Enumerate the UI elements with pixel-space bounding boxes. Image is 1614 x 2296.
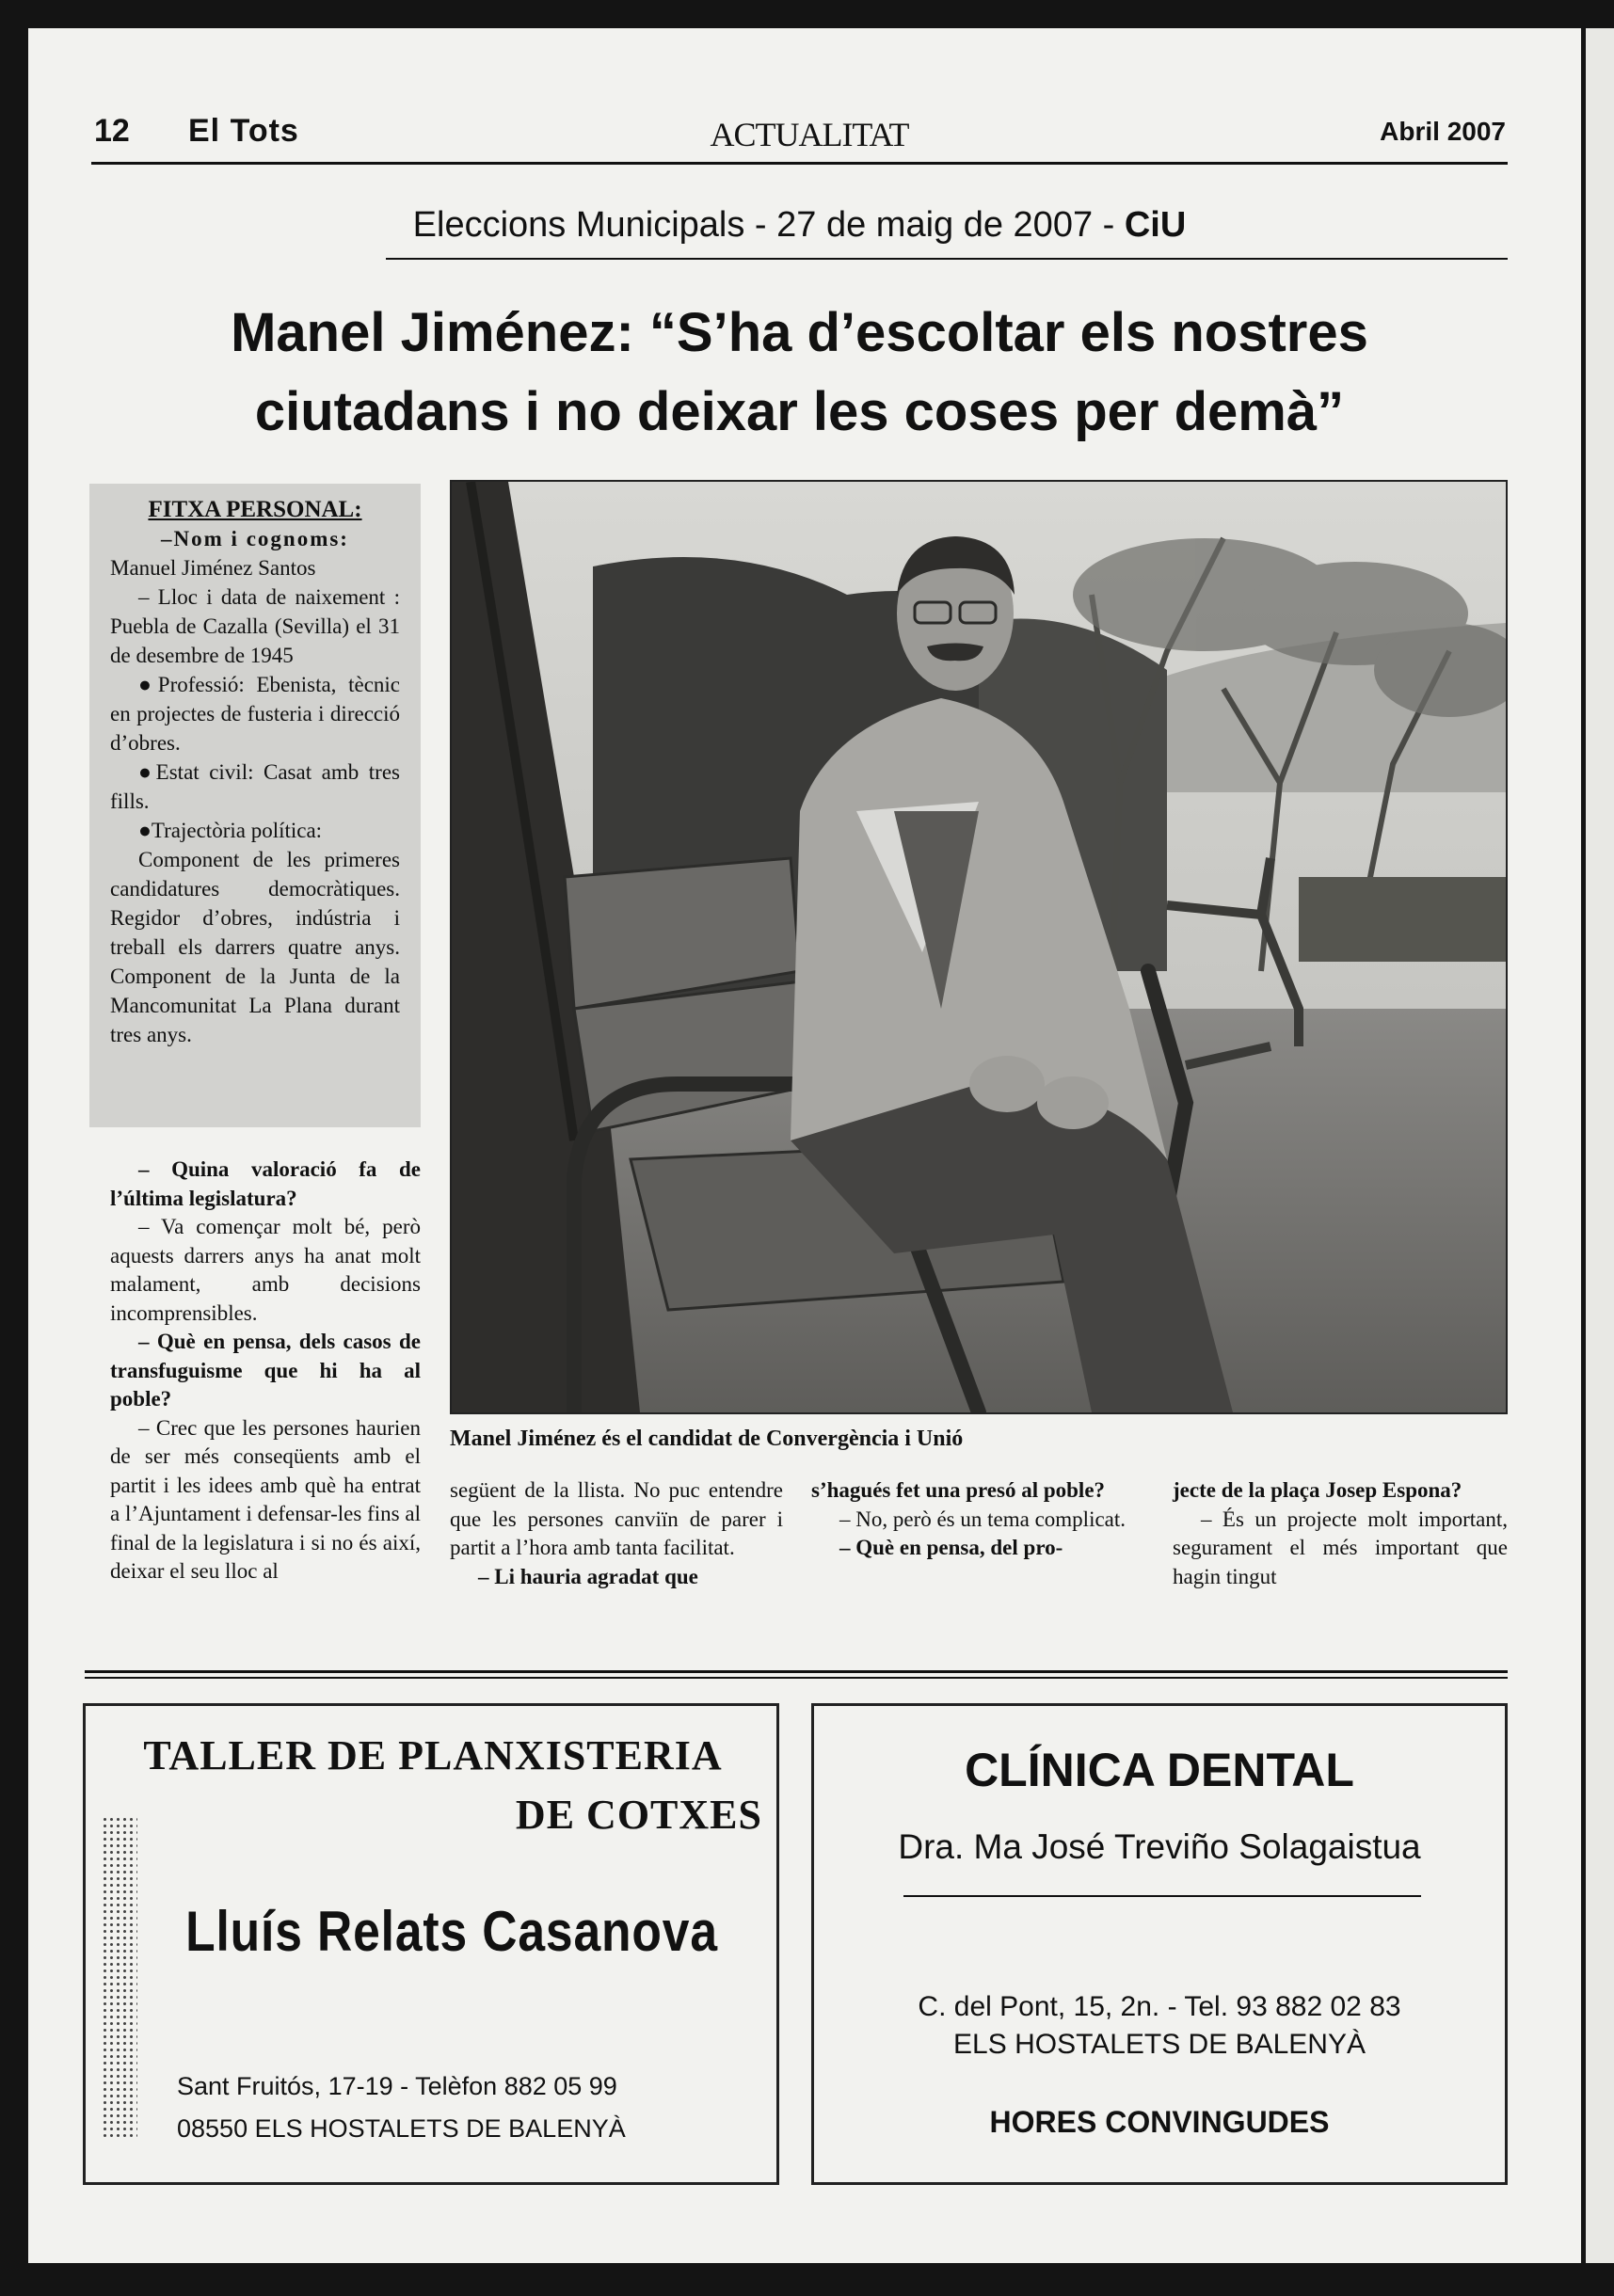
headline-line-1: Manel Jiménez: “S’ha d’escoltar els nostres: [231, 302, 1368, 363]
article-column-2: [450, 1476, 783, 1591]
section-title: ACTUALITAT: [710, 116, 909, 153]
ad-clinica-town: ELS HOSTALETS DE BALENYÀ: [953, 2029, 1366, 2060]
page-number: 12: [94, 113, 130, 149]
fitxa-birth: – Lloc i data de naixement : Puebla de Cazalla (Sevilla) el 31 de desembre de 1945: [110, 585, 400, 667]
candidate-photo: [450, 480, 1508, 1414]
ad-clinica-doctor: Dra. Ma José Treviño Solagaistua: [898, 1827, 1421, 1866]
ad-taller-title-line-2: DE COTXES: [515, 1792, 762, 1838]
fitxa-trajectory: Component de les primeres candidatures democràtiques. Regidor d’obres, indústria i treball els darrers quatre anys. Component de la Junta de la Mancomunitat La Plana durant tres anys.: [110, 848, 400, 1046]
question-1: – Quina valoració fa de l’última legislatura?: [110, 1157, 421, 1210]
fitxa-title: FITXA PERSONAL:: [148, 497, 362, 522]
header-rule: [91, 162, 1508, 165]
publication-name: El Tots: [188, 113, 299, 149]
question-4-part-1: – Què en pensa, del pro-: [839, 1536, 1063, 1559]
article-column-3: [811, 1476, 1144, 1563]
fitxa-trajectory-label: ●Trajectòria política:: [138, 819, 323, 842]
ad-clinica-rule: [903, 1895, 1421, 1897]
article-column-1: [110, 1156, 421, 1586]
ads-separator-rule-2: [85, 1677, 1508, 1679]
answer-3: – No, però és un tema complicat.: [839, 1507, 1127, 1531]
election-rule: [386, 258, 1508, 260]
ad-taller-title-line-1: TALLER DE PLANXISTERIA: [143, 1732, 723, 1778]
fitxa-civil-status: ●Estat civil: Casat amb tres fills.: [110, 760, 400, 813]
issue-date: Abril 2007: [1380, 117, 1506, 146]
answer-2-part-2: següent de la llista. No puc entendre que les persones canviïn de parer i partit a l’hora amb tanta facilitat.: [450, 1478, 783, 1559]
ad-taller-address: Sant Fruitós, 17-19 - Telèfon 882 05 99: [177, 2072, 617, 2100]
park-bench-photo: [452, 482, 1506, 1412]
answer-2-part-1: – Crec que les persones haurien de ser més conseqüents amb el partit i les idees amb què ha entrat a l’Ajuntament i defensar-les fins al final de la legislatura i si no és així, deixar el seu lloc al: [110, 1415, 421, 1583]
ad-taller-owner-name: Lluís Relats Casanova: [185, 1900, 718, 1963]
fitxa-name-label: –Nom i cognoms:: [161, 527, 349, 550]
ad-taller-town: 08550 ELS HOSTALETS DE BALENYÀ: [177, 2114, 626, 2143]
question-3-part-1: – Li hauria agradat que: [478, 1564, 698, 1588]
article-column-4: [1173, 1476, 1508, 1591]
party-name: CiU: [1124, 205, 1187, 245]
election-text: Eleccions Municipals - 27 de maig de 2007 -: [412, 205, 1125, 245]
question-4-part-2: jecte de la plaça Josep Espona?: [1173, 1478, 1462, 1502]
question-2: – Què en pensa, dels casos de transfuguisme que hi ha al poble?: [110, 1330, 421, 1411]
answer-1: – Va començar molt bé, però aquests darrers anys ha anat molt malament, amb decisions incomprensibles.: [110, 1215, 421, 1325]
election-line: [91, 205, 1508, 246]
ad-clinica-hours: HORES CONVINGUDES: [989, 2105, 1330, 2139]
fitxa-profession: ●Professió: Ebenista, tècnic en projectes de fusteria i direcció d’obres.: [110, 673, 400, 755]
fitxa-personal: [110, 495, 400, 1049]
ad-clinica-address: C. del Pont, 15, 2n. - Tel. 93 882 02 83: [918, 1991, 1401, 2022]
dot-pattern-decoration: [102, 1816, 137, 2141]
answer-4: – És un projecte molt important, segurament el més important que hagin tingut: [1173, 1507, 1508, 1588]
ad-clinica-title: CLÍNICA DENTAL: [965, 1744, 1354, 1796]
page-edge: [1586, 28, 1614, 2263]
photo-caption: Manel Jiménez és el candidat de Convergència i Unió: [450, 1427, 964, 1451]
question-3-part-2: s’hagués fet una presó al poble?: [811, 1478, 1106, 1502]
fitxa-name-value: Manuel Jiménez Santos: [110, 556, 316, 580]
headline: [91, 294, 1508, 452]
ads-separator-rule: [85, 1670, 1508, 1673]
headline-line-2: ciutadans i no deixar les coses per demà”: [254, 381, 1345, 442]
